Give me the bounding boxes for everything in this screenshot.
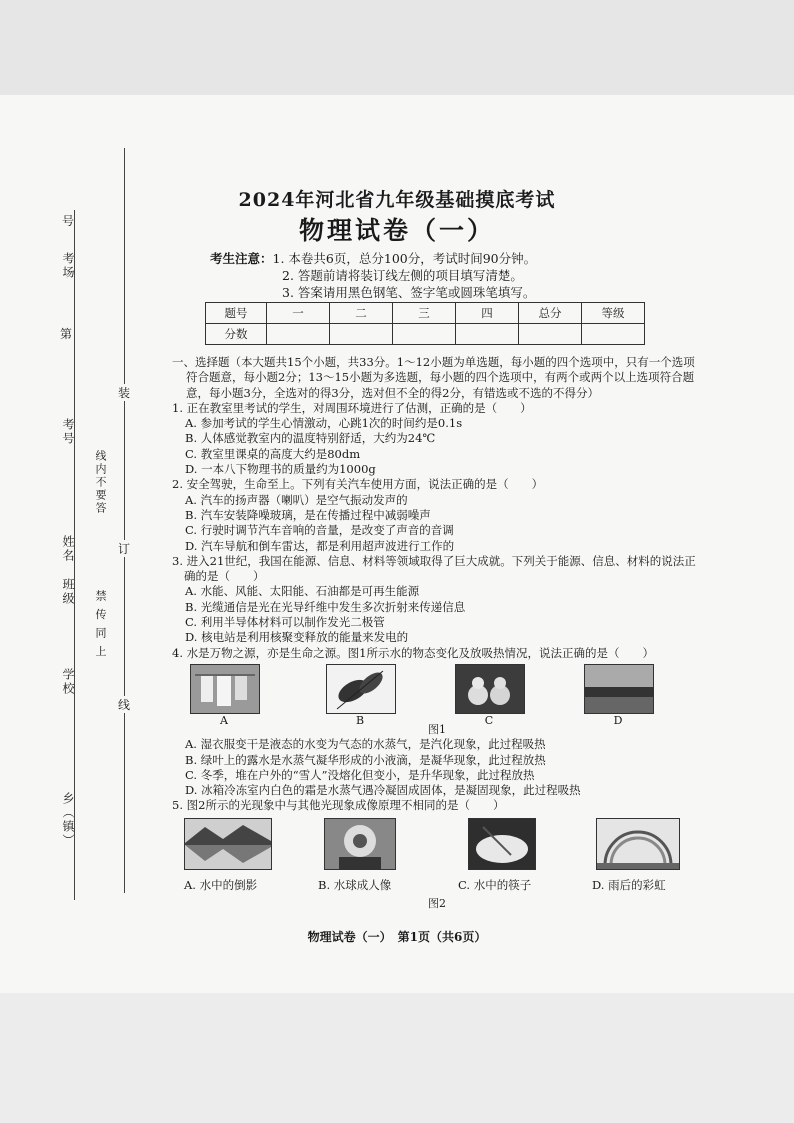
figure-2c-chopsticks-image: [468, 818, 536, 870]
question-3-stem: 3. 进入21世纪，我国在能源、信息、材料等领域取得了巨大成就。下列关于能源、信息、材料的说法正确的是（ ）: [172, 553, 696, 584]
binding-mark-ding: 订: [118, 542, 131, 556]
figure-2-caption: 图2: [428, 896, 446, 910]
binding-mark-xian: 线: [118, 698, 131, 712]
notice-item-1: 1. 本卷共6页，总分100分，考试时间90分钟。: [272, 251, 537, 266]
score-row-label: 分数: [206, 324, 267, 345]
score-header-cell: 总分: [519, 303, 582, 324]
notice-item-2: 2. 答题前请将装订线左侧的项目填写清楚。: [282, 268, 523, 283]
score-header-cell: 一: [267, 303, 330, 324]
figure-2-row: [172, 818, 702, 896]
figure-1c-snowman-image: [455, 664, 525, 714]
figure-1-caption: 图1: [428, 722, 446, 736]
question-1-option-b: B. 人体感觉教室内的温度特别舒适，大约为24℃: [185, 431, 436, 446]
exam-subject-title: 物理试卷（一）: [298, 216, 495, 245]
score-cell: [393, 324, 456, 345]
binding-vertical-note: 线内不要答: [94, 450, 107, 515]
field-name: 姓名: [61, 535, 75, 563]
figure-1d-label: D: [613, 713, 623, 727]
exam-title: 2024年河北省九年级基础摸底考试: [238, 189, 556, 211]
section-heading: 一、选择题（本大题共15个小题，共33分。1～12小题为单选题，每小题的四个选项中，只有一个选项符合题意，每小题2分；13～15小题为多选题，每小题的四个选项中，有两个或两个以上选项符合题意，每小题3分，全选对的得3分，选对但不全的得2分，有错选或不选的不得分）: [172, 355, 695, 400]
score-cell: [582, 324, 645, 345]
field-school: 学校: [61, 668, 75, 696]
question-2-stem: 2. 安全驾驶，生命至上。下列有关汽车使用方面，说法正确的是（ ）: [172, 477, 544, 492]
score-header-cell: 等级: [582, 303, 645, 324]
score-header-cell: 四: [456, 303, 519, 324]
candidate-notice: [210, 250, 536, 301]
question-1-stem: 1. 正在教室里考试的学生，对周围环境进行了估测，正确的是（ ）: [172, 400, 532, 415]
question-4-stem: 4. 水是万物之源，亦是生命之源。图1所示水的物态变化及放吸热情况，说法正确的是（ ）: [172, 645, 654, 660]
scan-top-margin: [0, 0, 794, 95]
figure-2d-label: D. 雨后的彩虹: [592, 877, 666, 892]
score-cell: [519, 324, 582, 345]
score-header-cell: 题号: [206, 303, 267, 324]
binding-mark-zhuang: 装: [118, 386, 131, 400]
figure-1a-label: A: [220, 713, 228, 727]
field-exam-number: 考号: [61, 418, 75, 446]
question-4-option-b: B. 绿叶上的露水是水蒸气凝华形成的小液滴，是凝华现象，此过程放热: [185, 752, 546, 767]
binding-vertical-note-2: 禁 传 同 上: [94, 590, 107, 659]
field-order: 第: [60, 327, 73, 341]
field-township: 乡（镇）: [61, 792, 75, 848]
figure-2b-label: B. 水球成人像: [318, 877, 392, 892]
figure-2a-reflection-image: [184, 818, 272, 870]
exam-body: [172, 355, 702, 911]
question-3-option-b: B. 光缆通信是光在光导纤维中发生多次折射来传递信息: [185, 599, 466, 614]
field-exam-room: 考场: [61, 252, 75, 280]
figure-2c-label: C. 水中的筷子: [458, 877, 532, 892]
question-5-stem: 5. 图2所示的光现象中与其他光现象成像原理不相同的是（ ）: [172, 798, 505, 813]
score-table-header-row: [206, 303, 645, 324]
notice-label: 考生注意：: [210, 251, 273, 266]
score-table-score-row: [206, 324, 645, 345]
figure-2d-rainbow-image: [596, 818, 680, 870]
page-footer: 物理试卷（一） 第1页（共6页）: [307, 930, 487, 944]
score-cell: [456, 324, 519, 345]
question-1-option-c: C. 教室里课桌的高度大约是80dm: [185, 446, 361, 461]
question-1-option-d: D. 一本八下物理书的质量约为1000g: [185, 462, 376, 477]
question-2-option-d: D. 汽车导航和倒车雷达，都是利用超声波进行工作的: [185, 538, 455, 553]
score-header-cell: 二: [330, 303, 393, 324]
figure-1b-label: B: [355, 713, 365, 727]
figure-1c-label: C: [484, 713, 494, 727]
figure-2a-label: A. 水中的倒影: [184, 877, 258, 892]
question-4-option-d: D. 冰箱冷冻室内白色的霜是水蒸气遇冷凝固成固体，是凝固现象，此过程吸热: [185, 783, 581, 798]
score-header-cell: 三: [393, 303, 456, 324]
question-2-option-b: B. 汽车安装降噪玻璃，是在传播过程中减弱噪声: [185, 507, 431, 522]
question-3-option-d: D. 核电站是利用核聚变释放的能量来发电的: [185, 630, 409, 645]
binding-line-right: [124, 148, 125, 893]
question-1-option-a: A. 参加考试的学生心情激动，心跳1次的时间约是0.1s: [185, 416, 463, 431]
notice-item-3: 3. 答案请用黑色钢笔、签字笔或圆珠笔填写。: [282, 285, 536, 300]
question-3-option-c: C. 利用半导体材料可以制作发光二极管: [185, 615, 385, 630]
question-2-option-c: C. 行驶时调节汽车音响的音量，是改变了声音的音调: [185, 523, 454, 538]
score-table: [205, 302, 645, 345]
question-2-option-a: A. 汽车的扬声器（喇叭）是空气振动发声的: [185, 492, 408, 507]
figure-1b-leaf-dew-image: [326, 664, 396, 714]
figure-1-row: [172, 664, 702, 727]
field-seat-no: 号: [62, 214, 75, 228]
question-4-option-c: C. 冬季，堆在户外的“雪人”没熔化但变小，是升华现象，此过程放热: [185, 767, 535, 782]
figure-2b-water-ball-image: [324, 818, 396, 870]
field-class: 班级: [61, 578, 75, 606]
question-3-option-a: A. 水能、风能、太阳能、石油都是可再生能源: [185, 584, 420, 599]
question-4-option-a: A. 湿衣服变干是液态的水变为气态的水蒸气，是汽化现象，此过程吸热: [185, 737, 546, 752]
figure-1d-frost-image: [584, 664, 654, 714]
figure-1a-drying-clothes-image: [190, 664, 260, 714]
score-cell: [267, 324, 330, 345]
score-cell: [330, 324, 393, 345]
